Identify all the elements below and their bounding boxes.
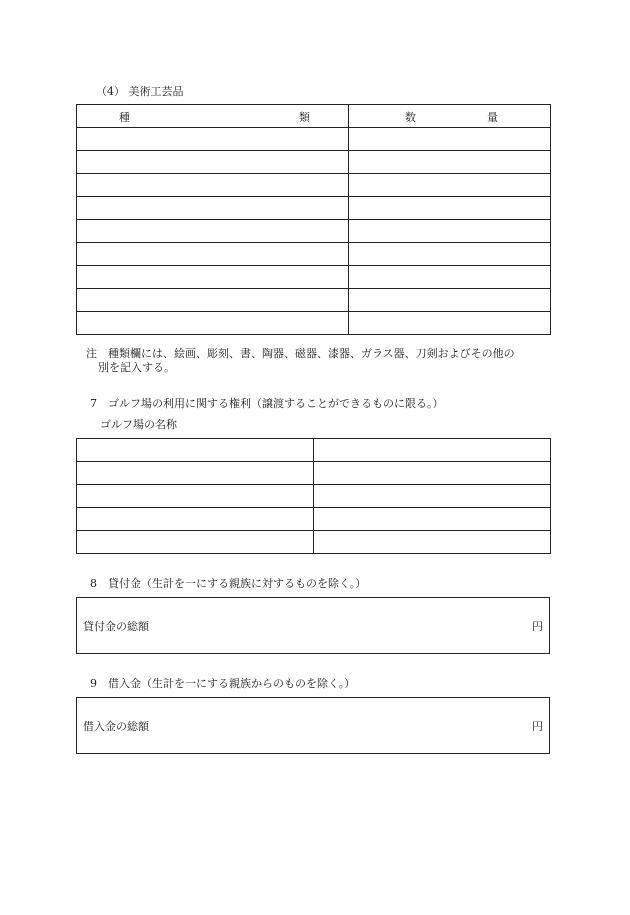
kind-cell[interactable]: [77, 266, 349, 289]
yen-unit: 円: [532, 720, 543, 733]
golf-rights-table: [76, 438, 551, 554]
kind-cell[interactable]: [77, 197, 349, 220]
kind-cell[interactable]: [77, 243, 349, 266]
table-row: [77, 174, 551, 197]
kind-cell[interactable]: [77, 174, 349, 197]
golf-detail-cell[interactable]: [314, 508, 551, 531]
yen-unit: 円: [532, 620, 543, 633]
section9-heading: 9 借入金（生計を一にする親族からのものを除く。）: [90, 677, 356, 690]
loans-receivable-box[interactable]: [76, 597, 550, 654]
quantity-cell[interactable]: [349, 266, 551, 289]
kind-cell[interactable]: [77, 312, 349, 335]
quantity-cell[interactable]: [349, 197, 551, 220]
section8-heading: 8 貸付金（生計を一にする親族に対するものを除く。）: [90, 577, 367, 590]
table-row: [77, 128, 551, 151]
table-row: [77, 197, 551, 220]
quantity-cell[interactable]: [349, 289, 551, 312]
loans-receivable-label: 貸付金の総額: [83, 620, 149, 633]
art-items-table: [76, 104, 551, 335]
qty-header-char-1: 数: [405, 111, 416, 124]
table-row: [77, 439, 551, 462]
table-header-row: [77, 105, 551, 128]
note-line-1: 注 種類欄には、絵画、彫刻、書、陶器、磁器、漆器、ガラス器、刀剣およびその他の: [86, 347, 515, 360]
golf-detail-cell[interactable]: [314, 462, 551, 485]
table-row: [77, 151, 551, 174]
kind-column-header: [77, 105, 349, 128]
golf-name-cell[interactable]: [77, 485, 314, 508]
table-row: [77, 243, 551, 266]
quantity-cell[interactable]: [349, 312, 551, 335]
golf-name-cell[interactable]: [77, 439, 314, 462]
table-row: [77, 289, 551, 312]
golf-detail-cell[interactable]: [314, 531, 551, 554]
golf-name-cell[interactable]: [77, 531, 314, 554]
quantity-cell[interactable]: [349, 128, 551, 151]
kind-header-char-2: 類: [299, 111, 310, 124]
section4-heading: （4） 美術工芸品: [96, 85, 184, 98]
table-row: [77, 485, 551, 508]
table-row: [77, 220, 551, 243]
quantity-column-header: [349, 105, 551, 128]
kind-cell[interactable]: [77, 151, 349, 174]
golf-detail-cell[interactable]: [314, 439, 551, 462]
golf-name-cell[interactable]: [77, 462, 314, 485]
golf-name-cell[interactable]: [77, 508, 314, 531]
kind-cell[interactable]: [77, 289, 349, 312]
kind-cell[interactable]: [77, 128, 349, 151]
loans-payable-box[interactable]: [76, 697, 550, 754]
table-row: [77, 266, 551, 289]
golf-detail-cell[interactable]: [314, 485, 551, 508]
table-row: [77, 508, 551, 531]
table-row: [77, 462, 551, 485]
table-row: [77, 531, 551, 554]
kind-header-char-1: 種: [119, 111, 130, 124]
golf-course-name-label: ゴルフ場の名称: [100, 418, 177, 431]
kind-cell[interactable]: [77, 220, 349, 243]
table-row: [77, 312, 551, 335]
quantity-cell[interactable]: [349, 220, 551, 243]
note-line-2: 別を記入する。: [98, 361, 175, 374]
quantity-cell[interactable]: [349, 243, 551, 266]
quantity-cell[interactable]: [349, 151, 551, 174]
quantity-cell[interactable]: [349, 174, 551, 197]
section7-heading: 7 ゴルフ場の利用に関する権利（譲渡することができるものに限る。）: [90, 397, 444, 410]
qty-header-char-2: 量: [487, 111, 498, 124]
loans-payable-label: 借入金の総額: [83, 720, 149, 733]
